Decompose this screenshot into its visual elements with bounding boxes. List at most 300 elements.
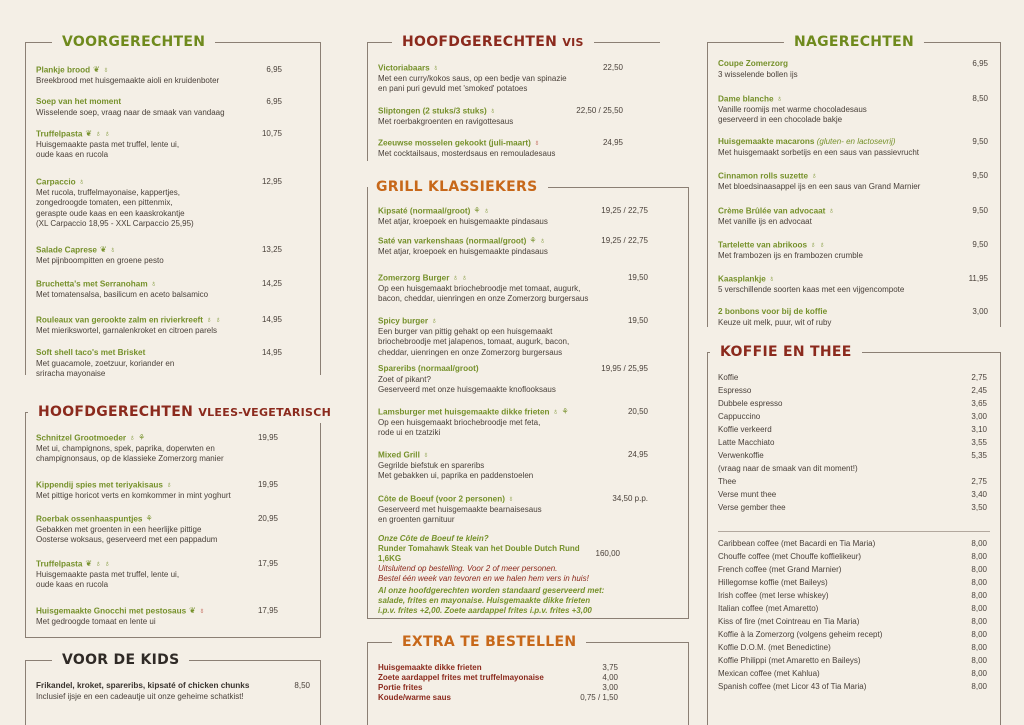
wine-pairing-icon: ♁ (483, 206, 490, 215)
price-row (718, 563, 987, 576)
wine-pairing-icon: ♁ (104, 129, 111, 138)
menu-item-desc: Breekbrood met huisgemaakte aioli en kruidenboter (36, 75, 220, 85)
menu-item (36, 514, 278, 546)
kids-item-name: Frikandel, kroket, spareribs, kipsaté of chicken chunks (36, 681, 250, 690)
extra-title: EXTRA TE BESTELLEN (392, 632, 586, 652)
price-row (718, 602, 987, 615)
wine-pairing-icon: ♁ (828, 206, 835, 215)
menu-item-desc: Met huisgemaakt sorbetijs en een saus van passievrucht (718, 147, 919, 157)
menu-item (36, 559, 278, 591)
hoofd-vis-title-sub: VIS (562, 36, 584, 49)
menu-item-name: Zomerzorg Burger (378, 273, 450, 283)
tomahawk-price: 160,00 (595, 548, 620, 558)
menu-item-price: 3,00 (972, 307, 988, 316)
menu-item-name: Coupe Zomerzorg (718, 59, 789, 68)
menu-item-name: Kippendij spies met teriyakisaus (36, 480, 163, 490)
menu-item-price: 24,95 (602, 138, 623, 148)
price-row-price: 3,00 (971, 412, 987, 421)
menu-item-desc: Vanille roomijs met warme chocoladesaus (718, 104, 867, 114)
menu-item-desc: Met pittige horicot verts en komkommer in mint yoghurt (36, 490, 231, 500)
wheat-beer-icon: ⚘ (473, 206, 481, 215)
nagerechten-section (707, 34, 1001, 327)
vegan-icon: ❦ (85, 559, 93, 568)
menu-item (378, 407, 648, 439)
menu-item-desc: rode ui en tzatziki (378, 428, 441, 438)
menu-item-price: 34,50 p.p. (612, 494, 648, 504)
price-row-name: Koffie Philippi (met Amaretto en Baileys) (718, 656, 861, 665)
price-row (718, 615, 987, 628)
price-row-price: 2,75 (971, 477, 987, 486)
extra-item-name: Portie frites (378, 683, 423, 692)
price-row-name: Spanish coffee (met Licor 43 of Tia Maria) (718, 682, 867, 691)
menu-item-name: Cinnamon rolls suzette (718, 171, 809, 181)
price-row (718, 641, 987, 654)
hoofd-vis-title-main: HOOFDGERECHTEN (402, 34, 558, 50)
wine-pairing-icon: ♁ (215, 315, 221, 324)
menu-item-desc: (XL Carpaccio 18,95 - XXL Carpaccio 25,95) (36, 219, 194, 229)
price-row-name: Cappuccino (718, 412, 761, 421)
price-row-name: Espresso (718, 386, 752, 395)
wine-pairing-icon: ♁ (165, 480, 172, 489)
menu-item-price: 17,95 (257, 606, 278, 616)
menu-item-price: 22,50 / 25,50 (576, 106, 623, 116)
price-row (718, 475, 987, 488)
menu-item-desc: Keuze uit melk, puur, wit of ruby (718, 317, 832, 327)
koffie-section (707, 344, 1001, 725)
price-row-price: 2,45 (971, 386, 987, 395)
price-row (718, 462, 987, 475)
menu-item-price: 19,25 / 22,75 (601, 206, 648, 216)
price-row-price: 3,10 (971, 425, 987, 434)
menu-item-price: 24,95 (627, 450, 648, 460)
price-row-name: French coffee (met Grand Marnier) (718, 565, 842, 574)
menu-item-name: Tartelette van abrikoos (718, 240, 808, 250)
menu-item (378, 206, 648, 227)
menu-item-name: Côte de Boeuf (voor 2 personen) (378, 494, 505, 504)
nagerechten-title: NAGERECHTEN (784, 32, 924, 52)
price-row-price: 8,00 (971, 682, 987, 691)
wine-pairing-icon: ♁ (129, 433, 136, 442)
price-row-price: 8,00 (971, 604, 987, 613)
tomahawk-line-1: Uitsluitend op bestelling. Voor 2 of meer personen. (378, 564, 558, 573)
menu-item-desc: bacon, cheddar, uienringen en onze Zomerzorg burgersaus (378, 294, 589, 304)
menu-item-price: 20,95 (257, 514, 278, 524)
grill-note-2: salade, frites en mayonaise. Huisgemaakte dikke frieten (378, 596, 591, 605)
price-row-price: 8,00 (971, 630, 987, 639)
menu-item-desc: Met gebakken ui, paprika en paddenstoelen (378, 471, 534, 481)
hoofd-vlees-title (28, 402, 341, 423)
menu-item-desc: 5 verschillende soorten kaas met een vijgencompote (718, 284, 905, 294)
menu-item-desc: Zoet of pikant? (378, 374, 431, 384)
price-row (718, 423, 987, 436)
menu-item (36, 480, 278, 501)
menu-item-desc: oude kaas en rucola (36, 150, 109, 160)
price-row (718, 628, 987, 641)
price-row-price: 8,00 (971, 565, 987, 574)
menu-item-name: Roerbak ossenhaaspuntjes (36, 514, 143, 524)
wine-pairing-icon: ♁ (533, 138, 540, 147)
menu-item (718, 137, 988, 158)
wine-pairing-icon: ♁ (150, 279, 157, 288)
menu-item-name: Saté van varkenshaas (normaal/groot) (378, 236, 527, 246)
wine-pairing-icon: ♁ (768, 274, 775, 283)
kids-item (36, 681, 310, 702)
menu-item-name: Huisgemaakte Gnocchi met pestosaus (36, 606, 187, 616)
wine-pairing-icon: ♁ (507, 494, 514, 503)
menu-item-price: 10,75 (261, 129, 282, 139)
price-row-price: 3,55 (971, 438, 987, 447)
menu-item-name: Plankje brood (36, 65, 91, 75)
menu-item (36, 279, 282, 300)
menu-item-desc: Met mierikswortel, garnalenkroket en citroen parels (36, 325, 217, 335)
menu-item (36, 65, 282, 86)
menu-item-price: 19,95 / 25,95 (601, 364, 648, 373)
menu-item-desc: Met frambozen ijs en frambozen crumble (718, 250, 863, 260)
menu-item-desc: Geserveerd met huisgemaakte bearnaisesaus (378, 504, 542, 514)
menu-item-desc: Met rucola, truffelmayonaise, kappertjes, (36, 187, 180, 197)
wheat-beer-icon: ⚘ (529, 236, 537, 245)
price-row (718, 449, 987, 462)
menu-item-name: Carpaccio (36, 177, 76, 187)
menu-item-name: Spareribs (normaal/groot) (378, 364, 479, 373)
extra-row (378, 673, 618, 683)
wine-pairing-icon: ♁ (198, 606, 205, 615)
price-row-price: 8,00 (971, 617, 987, 626)
hoofd-vlees-title-main: HOOFDGERECHTEN (38, 404, 194, 420)
menu-item (36, 433, 278, 465)
menu-item-price: 19,95 (257, 433, 278, 443)
extra-item-name: Zoete aardappel frites met truffelmayonaise (378, 673, 544, 682)
menu-item (718, 171, 988, 192)
menu-item (36, 177, 282, 230)
wine-pairing-icon: ♁ (819, 240, 826, 249)
price-row-name: Koffie à la Zomerzorg (volgens geheim recept) (718, 630, 883, 639)
menu-item-desc: geraspte oude kaas en een kaaskrokantje (36, 208, 185, 218)
menu-item-price: 6,95 (266, 97, 282, 106)
koffie-divider (718, 531, 990, 532)
menu-item (378, 273, 648, 305)
menu-item-price: 9,50 (972, 206, 988, 216)
menu-item-desc: Met roerbakgroenten en ravigottesaus (378, 116, 514, 126)
grill-note (378, 586, 678, 616)
price-row-name: Dubbele espresso (718, 399, 783, 408)
price-row-price: 3,50 (971, 503, 987, 512)
price-row-name: Verse munt thee (718, 490, 777, 499)
price-row (718, 436, 987, 449)
price-row (718, 550, 987, 563)
wine-pairing-icon: ♁ (810, 240, 817, 249)
wine-pairing-icon: ♁ (552, 407, 559, 416)
menu-item (718, 307, 988, 328)
menu-item-price: 22,50 (602, 63, 623, 73)
wine-pairing-icon: ♁ (452, 273, 459, 282)
price-row (718, 589, 987, 602)
menu-item-desc: Gegrilde biefstuk en spareribs (378, 460, 485, 470)
price-row-name: Chouffe coffee (met Chouffe koffielikeur) (718, 552, 862, 561)
price-row-name: Koffie verkeerd (718, 425, 772, 434)
menu-item-price: 8,50 (972, 94, 988, 104)
menu-item-desc: Oosterse woksaus, geserveerd met een pappadum (36, 535, 218, 545)
menu-item (36, 315, 282, 336)
menu-item-name: Truffelpasta (36, 559, 83, 569)
menu-item-desc: en pani puri gevuld met 'smoked' potatoes (378, 84, 528, 94)
wine-pairing-icon: ♁ (431, 316, 438, 325)
price-row (718, 371, 987, 384)
menu-item-desc: Met bloedsinaasappel ijs en een saus van Grand Marnier (718, 181, 921, 191)
price-row-price: 8,00 (971, 656, 987, 665)
wine-pairing-icon: ♁ (95, 129, 102, 138)
menu-item-price: 19,95 (257, 480, 278, 490)
menu-item-desc: Met guacamole, zoetzuur, koriander en (36, 358, 175, 368)
menu-item-desc: sriracha mayonaise (36, 369, 106, 378)
wine-pairing-icon: ♁ (78, 177, 85, 186)
wine-pairing-icon: ♁ (109, 245, 116, 254)
menu-item-price: 14,95 (261, 348, 282, 357)
wine-pairing-icon: ♁ (422, 450, 429, 459)
special-coffee-rows (718, 537, 987, 693)
price-row (718, 410, 987, 423)
wine-pairing-icon: ♁ (102, 65, 109, 74)
voorgerechten-title: VOORGERECHTEN (52, 32, 215, 52)
price-row-name: Italian coffee (met Amaretto) (718, 604, 819, 613)
price-row-price: 8,00 (971, 643, 987, 652)
extra-section (367, 634, 689, 725)
menu-item-name: Rouleaux van gerookte zalm en rivierkreeft (36, 315, 203, 325)
extra-row (378, 683, 618, 693)
wine-pairing-icon: ♁ (104, 559, 111, 568)
grill-note-3: i.p.v. frites +2,00. Zoete aardappel frites i.p.v. frites +3,00 (378, 606, 592, 615)
price-row-name: Verse gember thee (718, 503, 786, 512)
extra-item-price: 3,00 (602, 683, 618, 692)
vegan-icon: ❦ (189, 606, 196, 615)
menu-item-name: Huisgemaakte macarons (718, 137, 815, 146)
menu-item (378, 63, 623, 95)
price-row (718, 654, 987, 667)
menu-item-name: Soep van het moment (36, 97, 122, 106)
menu-item-desc: Huisgemaakte pasta met truffel, lente ui, (36, 569, 180, 579)
price-row (718, 488, 987, 501)
wine-pairing-icon: ♁ (432, 63, 439, 72)
menu-item-price: 20,50 (627, 407, 648, 417)
menu-item-price: 6,95 (972, 59, 988, 68)
price-row-name: Irish coffee (met Ierse whiskey) (718, 591, 829, 600)
koffie-rows (718, 371, 987, 514)
menu-item-desc: briochebroodje met jalapenos, tomaat, augurk, bacon, (378, 337, 570, 347)
menu-item-price: 9,50 (972, 240, 988, 250)
menu-item-name: Kipsaté (normaal/groot) (378, 206, 471, 216)
menu-item-desc: champignonsaus, op de klassieke Zomerzorg manier (36, 454, 224, 464)
tomahawk-special (378, 534, 678, 584)
wine-pairing-icon: ♁ (461, 273, 468, 282)
extra-item-price: 0,75 / 1,50 (580, 693, 618, 702)
price-row-name: Latte Macchiato (718, 438, 775, 447)
kids-title: VOOR DE KIDS (52, 650, 189, 670)
price-row-name: (vraag naar de smaak van dit moment!) (718, 464, 858, 473)
menu-item-desc: oude kaas en rucola (36, 580, 109, 590)
menu-item (378, 138, 623, 159)
menu-item-desc: Huisgemaakte pasta met truffel, lente ui, (36, 139, 180, 149)
menu-item-price: 14,95 (261, 315, 282, 325)
price-row (718, 680, 987, 693)
menu-item-desc: Met pijnboompitten en groene pesto (36, 255, 164, 265)
menu-item-price: 12,95 (261, 177, 282, 187)
voorgerechten-section (25, 34, 321, 378)
menu-item (718, 240, 988, 261)
menu-item-desc: Wisselende soep, vraag naar de smaak van vandaag (36, 107, 225, 117)
price-row-name: Thee (718, 477, 737, 486)
menu-item-price: 13,25 (261, 245, 282, 255)
tomahawk-question: Onze Côte de Boeuf te klein? (378, 534, 489, 543)
extra-item-price: 4,00 (602, 673, 618, 682)
price-row-name: Mexican coffee (met Kahlua) (718, 669, 820, 678)
price-row-price: 8,00 (971, 539, 987, 548)
menu-item (36, 97, 282, 118)
wheat-beer-icon: ⚘ (138, 433, 146, 442)
price-row-price: 8,00 (971, 591, 987, 600)
wheat-beer-icon: ⚘ (145, 514, 153, 523)
menu-item-name: Lamsburger met huisgemaakte dikke frieten (378, 407, 550, 417)
price-row-name: Hillegomse koffie (met Baileys) (718, 578, 828, 587)
menu-item (378, 364, 648, 396)
menu-item (378, 236, 648, 257)
menu-item-desc: Gebakken met groenten in een heerlijke pittige (36, 524, 202, 534)
menu-item (36, 245, 282, 266)
grill-title: GRILL KLASSIEKERS (368, 177, 548, 197)
menu-item-desc: 3 wisselende bollen ijs (718, 69, 798, 79)
menu-item-name: Salade Caprese (36, 245, 97, 255)
price-row-price: 8,00 (971, 669, 987, 678)
extra-rows (378, 663, 618, 703)
wine-pairing-icon: ♁ (95, 559, 102, 568)
price-row-price: 5,35 (971, 451, 987, 460)
menu-item-price: 6,95 (266, 65, 282, 75)
tomahawk-name: Runder Tomahawk Steak van het Double Dutch Rund 1,6KG (378, 544, 580, 563)
price-row-price: 8,00 (971, 552, 987, 561)
menu-item-desc: geserveerd in een chocolade bakje (718, 115, 843, 125)
menu-item-desc: Met een curry/kokos saus, op een bedje van spinazie (378, 73, 567, 83)
menu-item-price: 17,95 (257, 559, 278, 569)
menu-item-name: Soft shell taco's met Brisket (36, 348, 146, 357)
menu-item-price: 19,25 / 22,75 (601, 236, 648, 246)
grill-section (367, 179, 689, 619)
menu-item-name: Zeeuwse mosselen gekookt (juli-maart) (378, 138, 531, 148)
price-row-name: Verwenkoffie (718, 451, 764, 460)
price-row (718, 667, 987, 680)
hoofd-vlees-title-sub: VLEES-VEGETARISCH (198, 406, 332, 419)
vegan-icon: ❦ (100, 245, 107, 254)
hoofd-vis-section (367, 34, 660, 161)
menu-item-desc: Met vanille ijs en advocaat (718, 216, 812, 226)
menu-item-desc: Met atjar, kroepoek en huisgemaakte pindasaus (378, 246, 548, 256)
menu-item (36, 348, 282, 380)
wine-pairing-icon: ♁ (811, 171, 818, 180)
menu-item-desc: Met atjar, kroepoek en huisgemaakte pindasaus (378, 216, 548, 226)
price-row (718, 576, 987, 589)
price-row-price: 2,75 (971, 373, 987, 382)
wine-pairing-icon: ♁ (776, 94, 783, 103)
menu-item-price: 9,50 (972, 137, 988, 146)
menu-item (378, 316, 648, 358)
kids-item-desc: Inclusief ijsje en een cadeautje uit onze geheime schatkist! (36, 691, 244, 701)
price-row-name: Caribbean coffee (met Bacardi en Tia Maria) (718, 539, 876, 548)
menu-item (718, 94, 988, 126)
menu-item-name: Sliptongen (2 stuks/3 stuks) (378, 106, 487, 116)
menu-item-price: 14,25 (261, 279, 282, 289)
kids-item-price: 8,50 (294, 681, 310, 690)
menu-item (378, 450, 648, 482)
price-row (718, 537, 987, 550)
wine-pairing-icon: ♁ (206, 315, 212, 324)
menu-item (378, 106, 623, 127)
price-row (718, 397, 987, 410)
price-row-name: Koffie D.O.M. (met Benedictine) (718, 643, 831, 652)
price-row (718, 384, 987, 397)
menu-item (718, 59, 988, 80)
hoofd-vlees-section (25, 404, 332, 638)
menu-item (36, 129, 282, 161)
menu-item (718, 206, 988, 227)
price-row-name: Koffie (718, 373, 739, 382)
extra-row (378, 693, 618, 703)
menu-item-name: Dame blanche (718, 94, 774, 104)
menu-item-name: Victoriabaars (378, 63, 430, 73)
tomahawk-line-2: Bestel één week van tevoren en we halen hem vers in huis! (378, 574, 589, 583)
extra-item-name: Huisgemaakte dikke frieten (378, 663, 482, 672)
menu-item-name: Crème Brûlée van advocaat (718, 206, 826, 216)
wheat-beer-icon: ⚘ (561, 407, 569, 416)
menu-item-desc: en groenten garnituur (378, 515, 455, 525)
price-row-price: 8,00 (971, 578, 987, 587)
price-row-price: 3,40 (971, 490, 987, 499)
wine-pairing-icon: ♁ (489, 106, 496, 115)
menu-item-name: Mixed Grill (378, 450, 420, 460)
menu-item-desc: Op een huisgemaakt briochebroodje met tomaat, augurk, (378, 283, 581, 293)
koffie-title: KOFFIE EN THEE (710, 342, 862, 362)
price-row (718, 501, 987, 514)
kids-section (25, 652, 321, 725)
menu-item (718, 274, 988, 295)
extra-row (378, 663, 618, 673)
menu-item-name: Truffelpasta (36, 129, 83, 139)
hoofd-vis-title (392, 32, 594, 53)
price-row-name: Kiss of fire (met Cointreau en Tia Maria) (718, 617, 860, 626)
menu-item-desc: Met tomatensalsa, basilicum en aceto balsamico (36, 289, 209, 299)
menu-item-desc: cheddar, uienringen en onze Zomerzorg burgersaus (378, 347, 563, 357)
extra-item-name: Koude/warme saus (378, 693, 451, 702)
extra-item-price: 3,75 (602, 663, 618, 672)
menu-item-desc: Geserveerd met onze huisgemaakte knoflooksaus (378, 385, 556, 394)
menu-item-desc: Op een huisgemaakt briochebroodje met feta, (378, 417, 541, 427)
menu-item-price: 11,95 (968, 274, 988, 284)
menu-item-name: Schnitzel Grootmoeder (36, 433, 127, 443)
menu-item-desc: zongedroogde tomaten, een pittenmix, (36, 198, 173, 208)
menu-item-name: Kaasplankje (718, 274, 766, 284)
price-row-price: 3,65 (971, 399, 987, 408)
grill-note-1: Al onze hoofdgerechten worden standaard geserveerd met: (378, 586, 605, 595)
menu-item-desc: Een burger van pittig gehakt op een huisgemaakt (378, 326, 553, 336)
wine-pairing-icon: ♁ (539, 236, 546, 245)
menu-item-name: Bruchetta's met Serranoham (36, 279, 148, 289)
menu-item-note: (gluten- en lactosevrij) (816, 137, 896, 146)
menu-item (36, 606, 278, 627)
menu-item-desc: Met cocktailsaus, mosterdsaus en remouladesaus (378, 148, 556, 158)
menu-item-price: 9,50 (972, 171, 988, 181)
vegan-icon: ❦ (93, 65, 100, 74)
vegan-icon: ❦ (85, 129, 93, 138)
menu-item (378, 494, 648, 526)
menu-item-price: 19,50 (627, 316, 648, 326)
menu-item-desc: Met gedroogde tomaat en lente ui (36, 616, 156, 626)
